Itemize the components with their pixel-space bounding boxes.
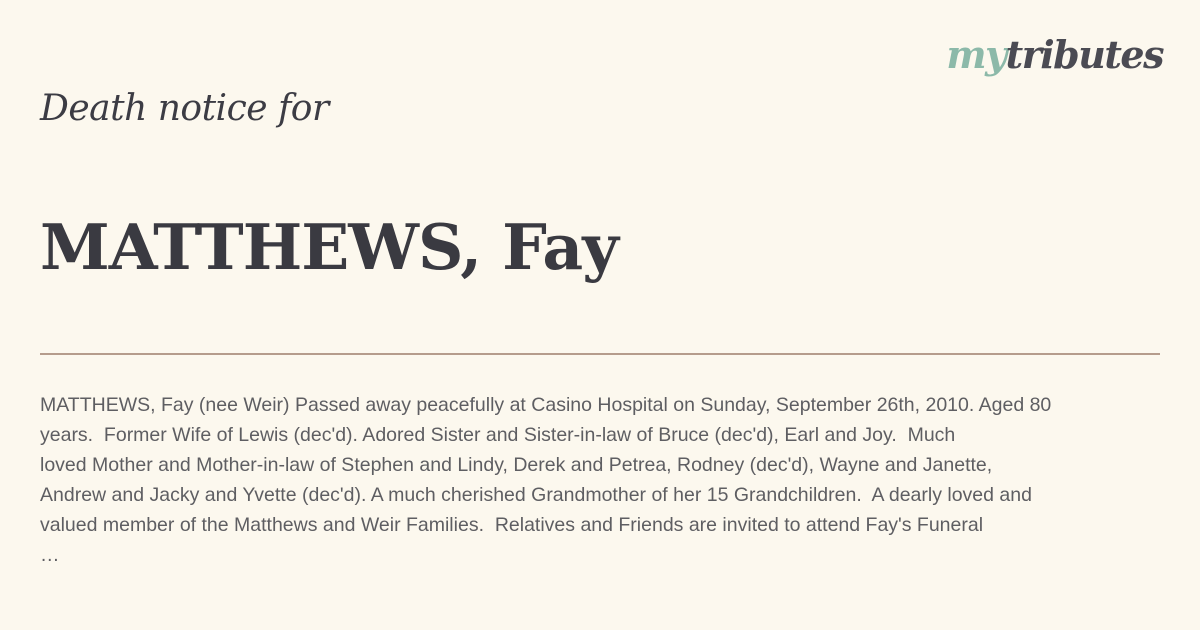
eyebrow-death-notice-for: Death notice for: [40, 88, 329, 129]
logo-tributes-text: tributes: [1005, 32, 1163, 77]
notice-line: Andrew and Jacky and Yvette (dec'd). A much cherished Grandmother of her 15 Grandchildren. A dearly loved and: [40, 484, 1032, 506]
divider-rule: [40, 353, 1160, 355]
notice-line: loved Mother and Mother-in-law of Stephen and Lindy, Derek and Petrea, Rodney (dec'd), Wayne and Janette,: [40, 454, 993, 476]
notice-line: MATTHEWS, Fay (nee Weir) Passed away peacefully at Casino Hospital on Sunday, September 26th, 2010. Aged 80: [40, 394, 1052, 416]
page-title: MATTHEWS, Fay: [40, 210, 618, 284]
notice-line: years. Former Wife of Lewis (dec'd). Adored Sister and Sister-in-law of Bruce (dec'd), Earl and Joy. Much: [40, 424, 956, 446]
mytributes-logo[interactable]: [946, 32, 1163, 78]
truncation-indicator: …: [40, 544, 60, 566]
notice-line: valued member of the Matthews and Weir Families. Relatives and Friends are invited to attend Fay's Funeral: [40, 514, 984, 536]
logo-my-text: my: [946, 32, 1006, 77]
death-notice-text: [40, 390, 1170, 570]
